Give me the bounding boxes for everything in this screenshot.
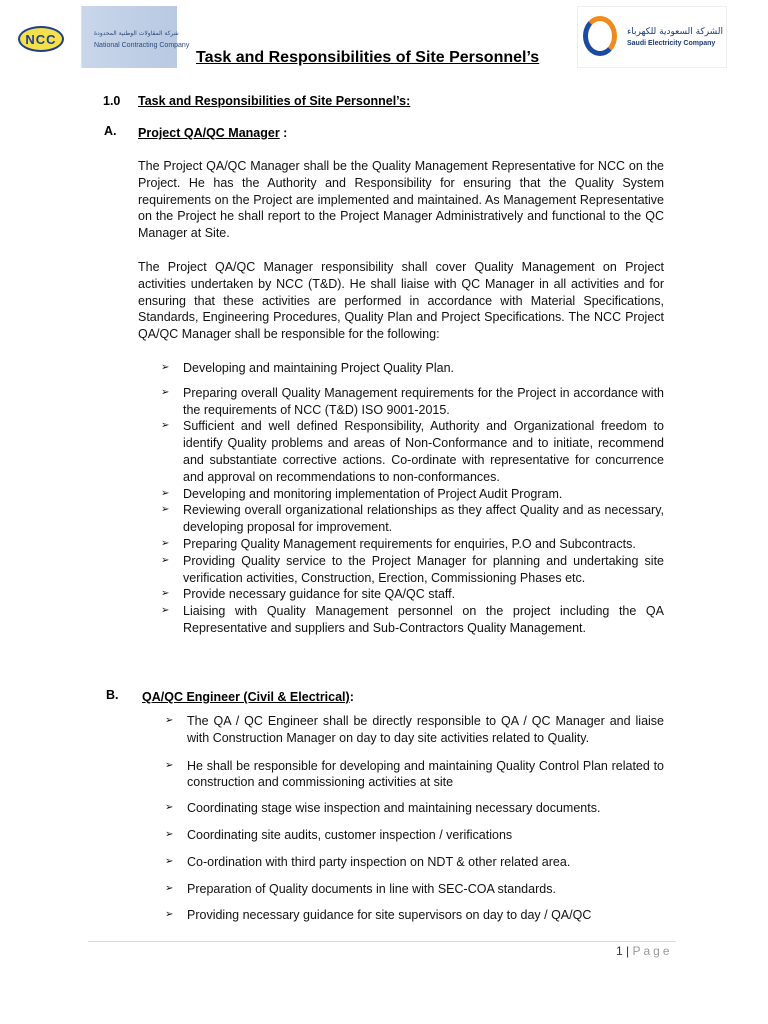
part-a-bullet-list — [160, 360, 664, 637]
list-item — [160, 536, 664, 553]
list-item — [160, 553, 664, 587]
list-item-text: Preparation of Quality documents in line with SEC-COA standards. — [187, 881, 556, 896]
page-label: Page — [632, 944, 673, 958]
ncc-english-name: National Contracting Company — [94, 42, 190, 49]
list-item-text: Liaising with Quality Management personnel on the project including the QA Representative and suppliers and Sub-Contractors Quality Management. — [183, 604, 664, 635]
page-title: Task and Responsibilities of Site Personnel’s — [196, 49, 540, 66]
list-item-text: Reviewing overall organizational relationships as they affect Quality and as necessary, developing proposal for improvement. — [183, 503, 664, 535]
list-item — [160, 603, 664, 637]
part-a-paragraph-1: The Project QA/QC Manager shall be the Quality Management Representative for NCC on the Project. He has the Authority and Responsibility for ensuring that the Quality System requirements on the Project are implemented and maintained. As Management Representative on the Project he shall report to the Project Manager Administratively and functional to the QC Manager at Site. — [138, 159, 664, 241]
list-item — [164, 881, 664, 898]
list-item-text: Coordinating site audits, customer inspection / verifications — [187, 827, 513, 842]
page-number-separator: | — [622, 944, 633, 958]
section-heading: Task and Responsibilities of Site Personnel’s: — [138, 94, 411, 108]
arrow-bullet-icon: ➢ — [165, 882, 174, 894]
list-item-text: The QA / QC Engineer shall be directly responsible to QA / QC Manager and liaise with Construction Manager on day to day site activities related to Quality. — [187, 714, 664, 745]
part-a-letter: A. — [104, 124, 117, 138]
list-item — [160, 502, 664, 536]
arrow-bullet-icon: ➢ — [161, 554, 170, 566]
arrow-bullet-icon: ➢ — [165, 909, 174, 921]
arrow-bullet-icon: ➢ — [161, 588, 170, 600]
list-item — [164, 827, 664, 844]
part-a-paragraph-2: The Project QA/QC Manager responsibility shall cover Quality Management on Project activities undertaken by NCC (T&D). He shall liaise with QC Manager in all activities and for ensuring that these activities are performed in accordance with Material Specifications, Standards, Engineering Procedures, Quality Plan and Project Specifications. The NCC Project QA/QC Manager shall be responsible for the following: — [138, 260, 664, 342]
arrow-bullet-icon: ➢ — [165, 802, 174, 814]
sec-logo-icon — [583, 16, 617, 56]
arrow-bullet-icon: ➢ — [161, 386, 170, 398]
ncc-logo-mark: NCC — [18, 26, 64, 52]
sec-english-name: Saudi Electricity Company — [627, 40, 716, 47]
part-a-heading: Project QA/QC Manager — [138, 126, 280, 140]
list-item — [164, 854, 664, 871]
list-item-text: Coordinating stage wise inspection and maintaining necessary documents. — [187, 801, 601, 816]
list-item — [160, 360, 664, 377]
list-item — [160, 486, 664, 503]
arrow-bullet-icon: ➢ — [161, 537, 170, 549]
list-item-text: Sufficient and well defined Responsibility, Authority and Organizational freedom to identify Quality problems and areas of Non-Conformance and to initiate, recommend and substantiate corrective actions. Co-ordinate with representative for concurrence and approval on recommendations to non-conformances. — [183, 419, 664, 484]
list-item — [160, 385, 664, 419]
arrow-bullet-icon: ➢ — [165, 715, 174, 726]
part-b-heading-suffix: : — [349, 690, 354, 704]
page-number — [616, 944, 673, 958]
footer-divider — [88, 941, 676, 942]
list-item-text: Preparing overall Quality Management requirements for the Project in accordance with the requirements of NCC (T&D) ISO 9001-2015. — [183, 385, 664, 417]
list-item-text: Providing necessary guidance for site supervisors on day to day / QA/QC — [187, 908, 592, 923]
part-a-heading-suffix: : — [279, 126, 288, 140]
list-item — [164, 907, 664, 924]
part-b-heading-row — [142, 688, 354, 706]
arrow-bullet-icon: ➢ — [161, 420, 170, 432]
arrow-bullet-icon: ➢ — [161, 362, 170, 373]
section-number: 1.0 — [103, 94, 121, 108]
list-item-text: Provide necessary guidance for site QA/QC staff. — [183, 587, 456, 602]
list-item — [164, 758, 664, 792]
list-item — [164, 800, 664, 817]
list-item — [160, 418, 664, 485]
list-item-text: Co-ordination with third party inspection on NDT & other related area. — [187, 854, 571, 869]
arrow-bullet-icon: ➢ — [161, 605, 170, 617]
list-item-text: He shall be responsible for developing and maintaining Quality Control Plan related to construction and commissioning activities at site — [187, 758, 664, 790]
part-a-heading-row — [138, 124, 287, 142]
page-number-value: 1 — [616, 944, 623, 958]
arrow-bullet-icon: ➢ — [161, 504, 170, 516]
list-item-text: Developing and monitoring implementation of Project Audit Program. — [183, 486, 563, 501]
arrow-bullet-icon: ➢ — [161, 487, 170, 499]
arrow-bullet-icon: ➢ — [165, 855, 174, 867]
arrow-bullet-icon: ➢ — [165, 759, 174, 771]
list-item-text: Providing Quality service to the Project Manager for planning and undertaking site verification activities, Construction, Erection, Commissioning Phases etc. — [183, 553, 664, 585]
arrow-bullet-icon: ➢ — [165, 828, 174, 840]
part-b-bullet-list — [164, 713, 664, 924]
sec-arabic-name: الشركة السعودية للكهرباء — [627, 27, 723, 37]
part-b-letter: B. — [106, 688, 119, 702]
list-item-text: Developing and maintaining Project Quality Plan. — [183, 361, 454, 375]
list-item — [164, 713, 664, 747]
list-item — [160, 586, 664, 603]
list-item-text: Preparing Quality Management requirements for enquiries, P.O and Subcontracts. — [183, 536, 636, 551]
ncc-arabic-name: شركة المقاولات الوطنية المحدودة — [94, 30, 179, 37]
part-b-heading: QA/QC Engineer (Civil & Electrical) — [142, 690, 350, 704]
